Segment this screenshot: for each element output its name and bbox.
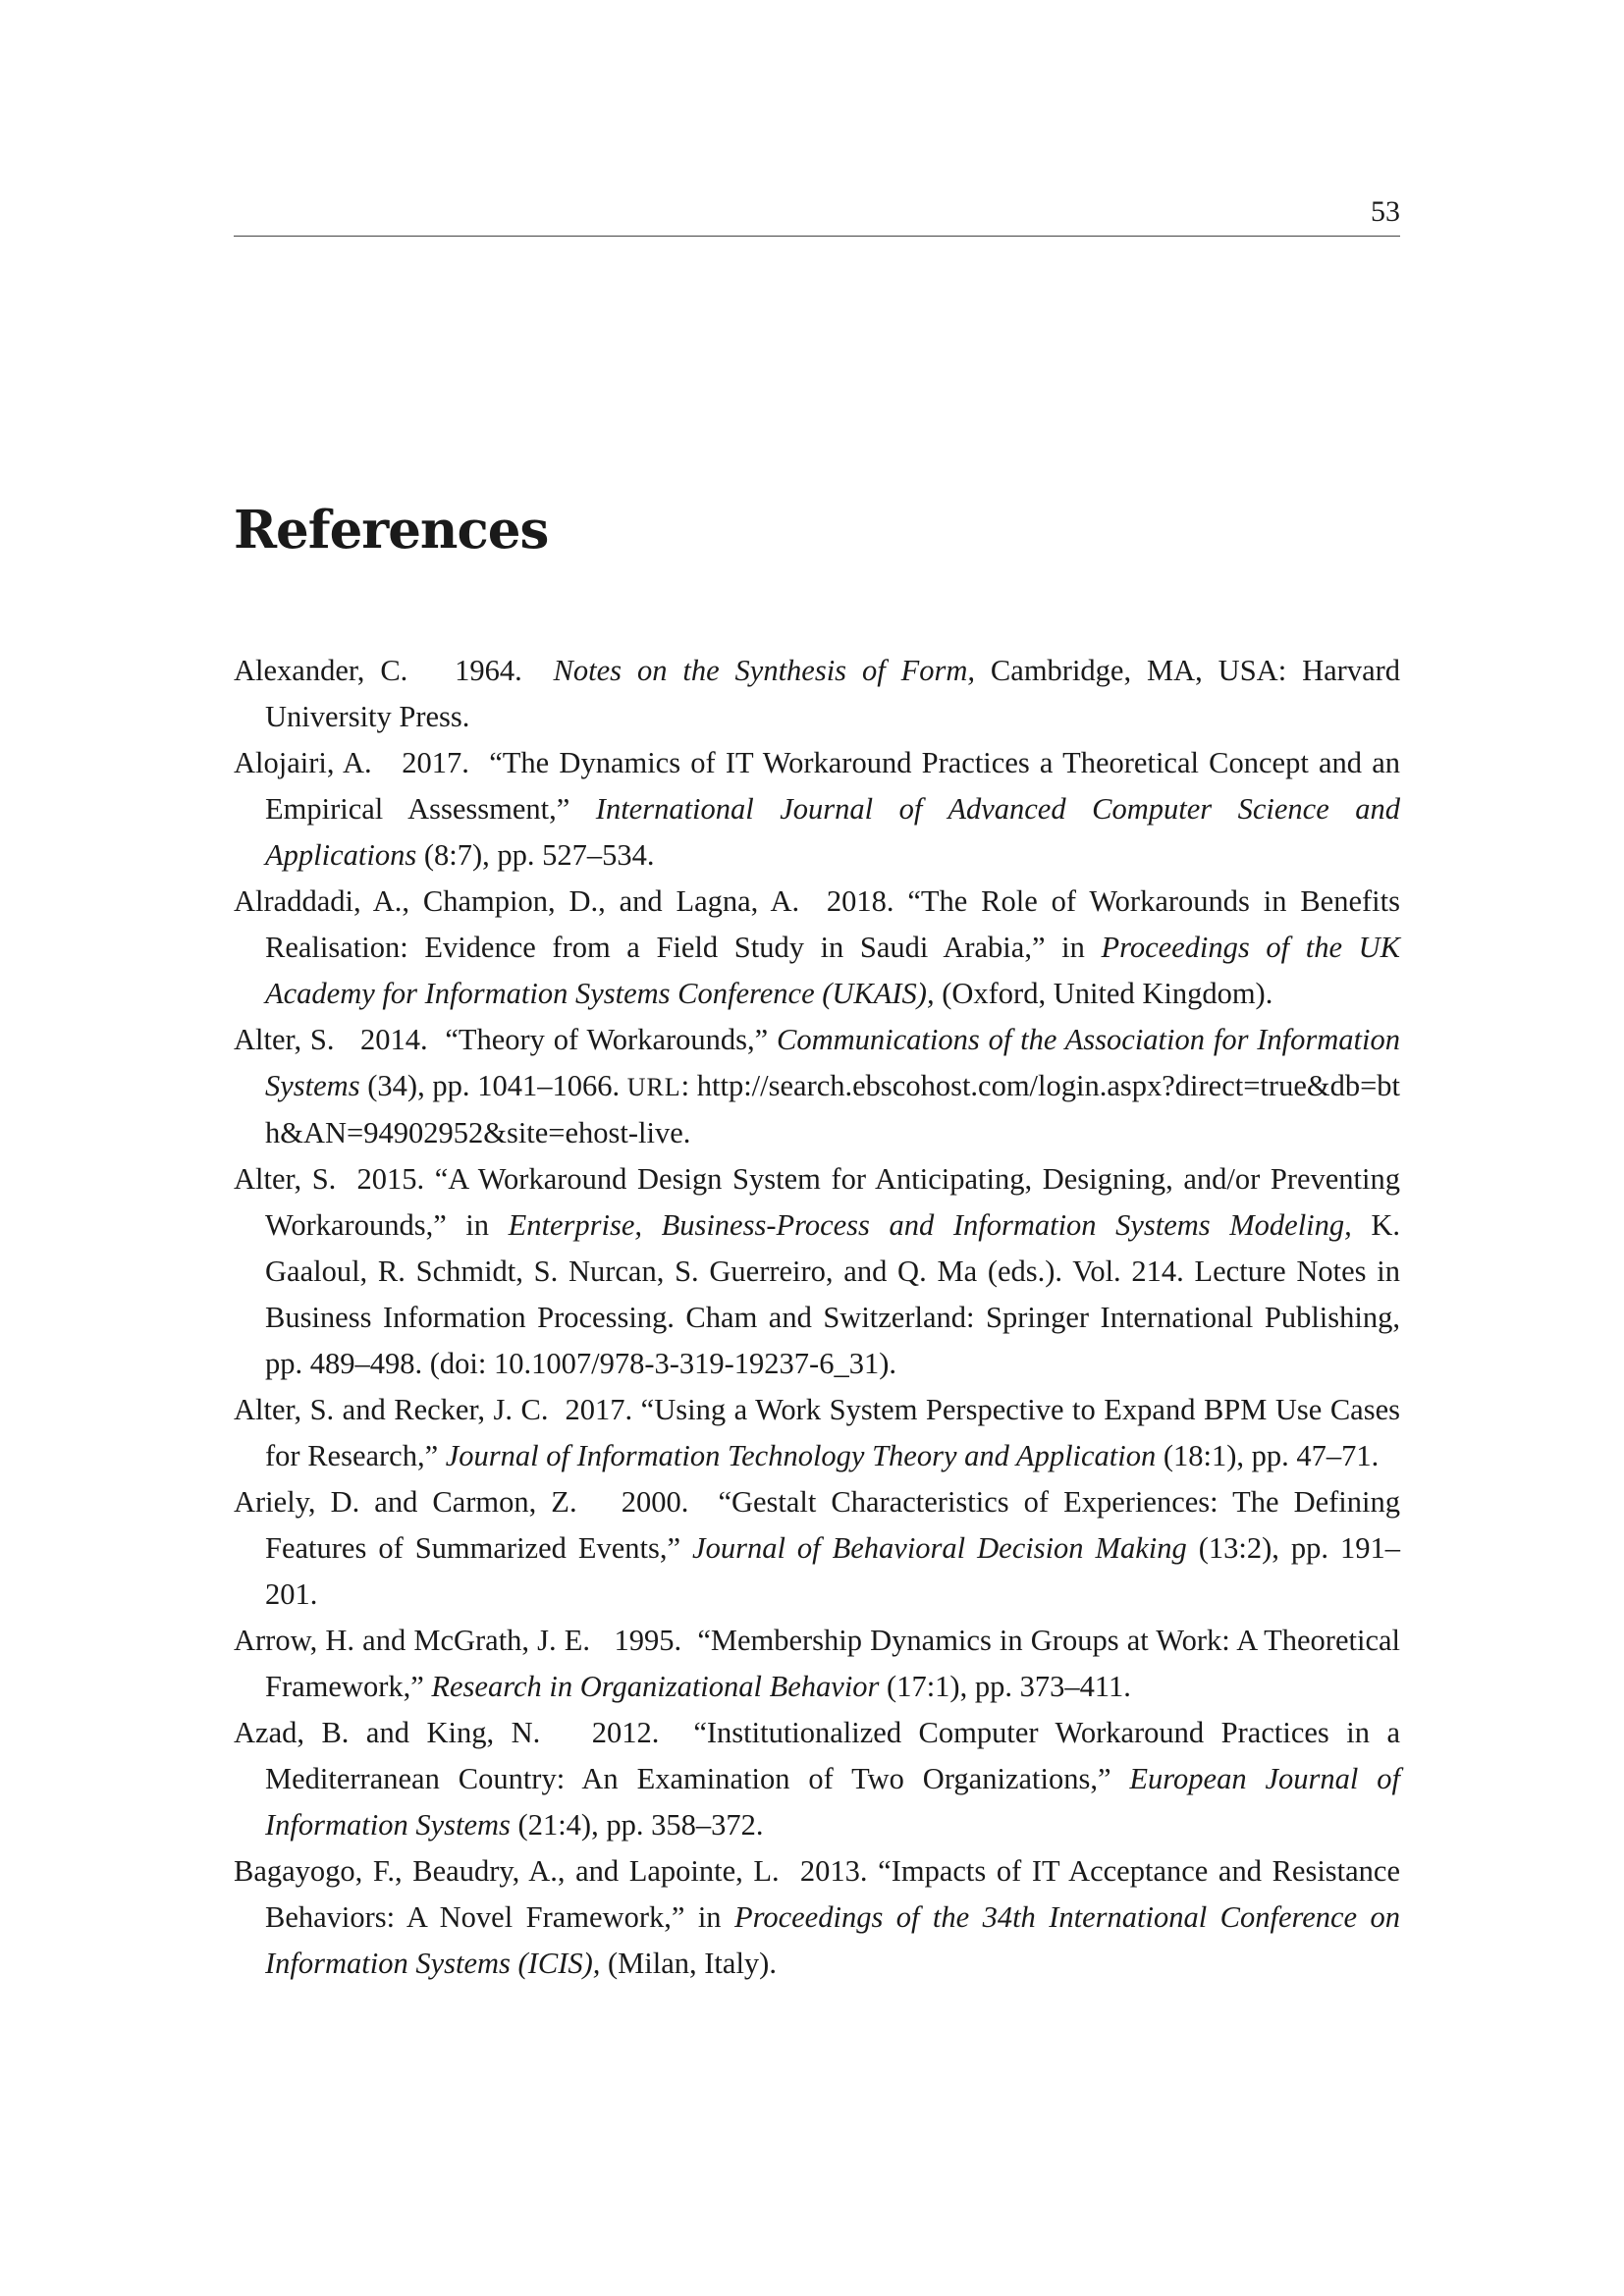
ref-year: 2013. bbox=[799, 1854, 868, 1888]
ref-title: “The Role of Workarounds in Benefits Realisation: Evidence from a Field Study in Saudi Arabia,” in bbox=[265, 884, 1400, 964]
reference-item bbox=[234, 879, 1400, 1017]
ref-venue: Proceedings of the UK Academy for Information Systems Conference (UKAIS), bbox=[265, 931, 1400, 1010]
reference-item bbox=[234, 1387, 1400, 1479]
ref-url-label: URL bbox=[626, 1073, 681, 1101]
ref-title: “Gestalt Characteristics of Experiences: The Defining Features of Summarized Events,” bbox=[265, 1485, 1401, 1565]
ref-authors: Alter, S. bbox=[234, 1162, 337, 1196]
ref-venue: Journal of Information Technology Theory and Application bbox=[445, 1439, 1157, 1472]
ref-year: 2012. bbox=[591, 1716, 660, 1749]
ref-details: (13:2), pp. 191–201. bbox=[265, 1531, 1400, 1611]
ref-authors: Alter, S. bbox=[234, 1023, 335, 1056]
ref-title: “The Dynamics of IT Workaround Practices a Theoretical Concept and an Empirical Assessment,” bbox=[265, 746, 1401, 826]
reference-item bbox=[234, 1848, 1400, 1987]
reference-list bbox=[234, 648, 1400, 1987]
reference-item bbox=[234, 1618, 1400, 1710]
reference-item bbox=[234, 1017, 1400, 1156]
ref-year: 2015. bbox=[356, 1162, 425, 1196]
ref-details: (34), pp. 1041–1066. bbox=[359, 1069, 627, 1102]
ref-venue: Enterprise, Business-Process and Information Systems Modeling, bbox=[508, 1208, 1352, 1242]
ref-details: (Oxford, United Kingdom). bbox=[934, 977, 1273, 1010]
reference-item bbox=[234, 740, 1400, 879]
ref-year: 2017. bbox=[402, 746, 469, 779]
ref-title: “Institutionalized Computer Workaround Practices in a Mediterranean Country: An Examination of Two Organizations,” bbox=[265, 1716, 1401, 1795]
ref-authors: Alraddadi, A., Champion, D., and Lagna, A. bbox=[234, 884, 800, 918]
ref-venue: Notes on the Synthesis of Form, bbox=[553, 654, 976, 687]
ref-venue: Communications of the Association for Information Systems bbox=[265, 1023, 1400, 1102]
ref-details: (21:4), pp. 358–372. bbox=[510, 1808, 764, 1842]
ref-venue: International Journal of Advanced Computer Science and Applications bbox=[265, 792, 1400, 872]
ref-venue: Journal of Behavioral Decision Making bbox=[692, 1531, 1187, 1565]
ref-authors: Bagayogo, F., Beaudry, A., and Lapointe, L. bbox=[234, 1854, 780, 1888]
ref-title: “Membership Dynamics in Groups at Work: A Theoretical Framework,” bbox=[265, 1624, 1400, 1703]
chapter-title: References bbox=[234, 500, 549, 561]
ref-authors: Arrow, H. and McGrath, J. E. bbox=[234, 1624, 591, 1657]
ref-details: (8:7), pp. 527–534. bbox=[416, 838, 655, 872]
ref-authors: Ariely, D. and Carmon, Z. bbox=[234, 1485, 577, 1519]
ref-title: “A Workaround Design System for Anticipating, Designing, and/or Preventing Workarounds,” in bbox=[265, 1162, 1400, 1242]
ref-title: “Impacts of IT Acceptance and Resistance Behaviors: A Novel Framework,” in bbox=[265, 1854, 1401, 1934]
ref-details: (17:1), pp. 373–411. bbox=[879, 1670, 1131, 1703]
ref-year: 2018. bbox=[826, 884, 894, 918]
ref-year: 1964. bbox=[455, 654, 522, 687]
ref-details: (Milan, Italy). bbox=[600, 1947, 777, 1980]
ref-title: “Theory of Workarounds,” bbox=[445, 1023, 778, 1056]
reference-item bbox=[234, 1479, 1400, 1618]
ref-year: 2014. bbox=[360, 1023, 428, 1056]
ref-authors: Alojairi, A. bbox=[234, 746, 372, 779]
ref-url[interactable]: : http://search.ebscohost.com/login.aspx?direct=true&db=bth&AN=94902952&site=ehost-live. bbox=[265, 1069, 1400, 1149]
running-head bbox=[234, 192, 1400, 237]
ref-authors: Alter, S. and Recker, J. C. bbox=[234, 1393, 549, 1426]
page-number: 53 bbox=[1371, 195, 1400, 228]
ref-year: 1995. bbox=[614, 1624, 682, 1657]
ref-venue: Proceedings of the 34th International Conference on Information Systems (ICIS), bbox=[265, 1900, 1401, 1980]
reference-item bbox=[234, 1710, 1400, 1848]
ref-details: Cambridge, MA, USA: Harvard University Press. bbox=[265, 654, 1401, 733]
ref-details: K. Gaaloul, R. Schmidt, S. Nurcan, S. Guerreiro, and Q. Ma (eds.). Vol. 214. Lecture Notes in Business Information Processing. Cham and Switzerland: Springer International Publishing, pp. 489–498. (doi: 10.1007/978-3-319-19237-6_31). bbox=[265, 1208, 1401, 1380]
ref-year: 2000. bbox=[621, 1485, 689, 1519]
ref-year: 2017. bbox=[565, 1393, 633, 1426]
ref-title: “Using a Work System Perspective to Expand BPM Use Cases for Research,” bbox=[265, 1393, 1400, 1472]
ref-venue: Research in Organizational Behavior bbox=[431, 1670, 880, 1703]
ref-authors: Azad, B. and King, N. bbox=[234, 1716, 541, 1749]
ref-details: (18:1), pp. 47–71. bbox=[1156, 1439, 1380, 1472]
reference-item bbox=[234, 1156, 1400, 1387]
ref-authors: Alexander, C. bbox=[234, 654, 408, 687]
reference-item bbox=[234, 648, 1400, 740]
ref-venue: European Journal of Information Systems bbox=[265, 1762, 1401, 1842]
